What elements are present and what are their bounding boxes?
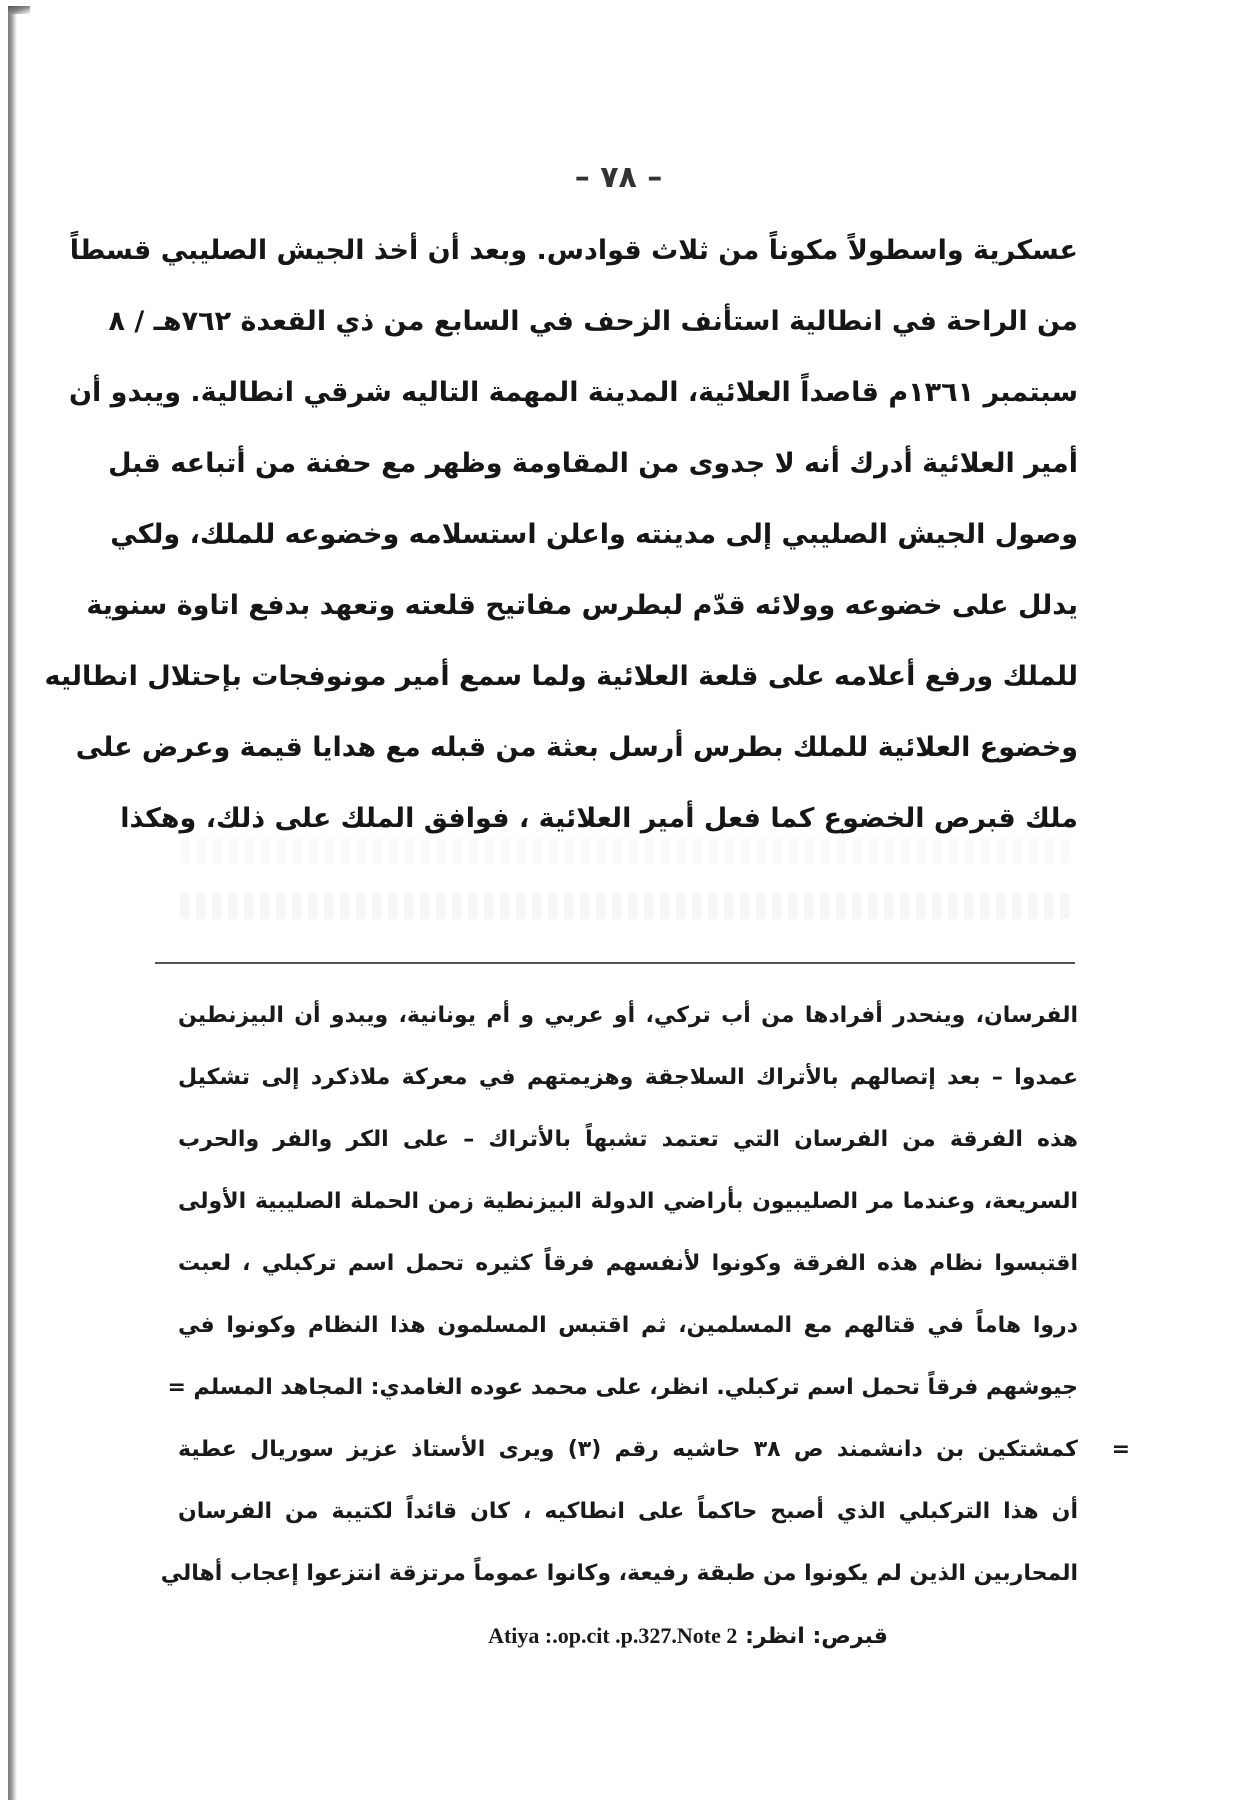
continuation-mark: =: [1111, 1437, 1130, 1462]
footnote-line-continued: [178, 1419, 1130, 1481]
footnote-line: جيوشهم فرقاً تحمل اسم تركبلي. انظر، على محمد عوده الغامدي: المجاهد المسلم =: [167, 1375, 1078, 1400]
body-line: أمير العلائية أدرك أنه لا جدوى من المقاومة وظهر مع حفنة من أتباعه قبل: [108, 448, 1078, 479]
footnote-line: هذه الفرقة من الفرسان التي تعتمد تشبهاً بالأتراك – على الكر والفر والحرب: [178, 1127, 1078, 1152]
body-line: من الراحة في انطالية استأنف الزحف في السابع من ذي القعدة ٧٦٢هـ / ٨: [108, 306, 1078, 337]
body-line: عسكرية واسطولاً مكوناً من ثلاث قوادس. وبعد أن أخذ الجيش الصليبي قسطاً: [69, 235, 1078, 266]
footnote-line: الفرسان، وينحدر أفرادها من أب تركي، أو عربي و أم يونانية، ويبدو أن البيزنطين: [178, 1003, 1078, 1028]
bleed-through-text: [180, 893, 1070, 919]
body-line: يدلل على خضوعه وولائه قدّم لبطرس مفاتيح قلعته وتعهد بدفع اتاوة سنوية: [86, 590, 1078, 621]
footnote-citation-line: [178, 1605, 1078, 1667]
footnote-line: السريعة، وعندما مر الصليبيون بأراضي الدولة البيزنطية زمن الحملة الصليبية الأولى: [178, 1189, 1078, 1214]
body-line: سبتمبر ١٣٦١م قاصداً العلائية، المدينة المهمة التاليه شرقي انطالية. ويبدو أن: [68, 377, 1078, 408]
footnote-line: اقتبسوا نظام هذه الفرقة وكونوا لأنفسهم فرقاً كثيره تحمل اسم تركبلي ، لعبت: [178, 1251, 1078, 1276]
page-number: – ٧٨ –: [574, 160, 663, 195]
footnote-line: المحاربين الذين لم يكونوا من طبقة رفيعة، وكانوا عموماً مرتزقة انتزعوا إعجاب أهالي: [160, 1561, 1078, 1586]
body-line: وصول الجيش الصليبي إلى مدينته واعلن استسلامه وخضوعه للملك، ولكي: [110, 519, 1078, 550]
footnote-line: أن هذا التركبلي الذي أصبح حاكماً على انطاكيه ، كان قائداً لكتيبة من الفرسان: [178, 1499, 1078, 1524]
footnote-line: عمدوا – بعد إتصالهم بالأتراك السلاجقة وهزيمتهم في معركة ملاذكرد إلى تشكيل: [178, 1065, 1078, 1090]
body-line: للملك ورفع أعلامه على قلعة العلائية ولما سمع أمير مونوفجات بإحتلال انطاليه: [44, 661, 1078, 692]
page-binding-shadow: [8, 6, 17, 1800]
citation-arabic: قبرص: انظر:: [745, 1624, 888, 1649]
body-line: وخضوع العلائية للملك بطرس أرسل بعثة من قبله مع هدايا قيمة وعرض على: [75, 732, 1078, 763]
citation-latin: Atiya :.op.cit .p.327.Note 2: [488, 1623, 738, 1648]
main-body-text: [44, 215, 1078, 854]
footnote-line-text: كمشتكين بن دانشمند ص ٣٨ حاشيه رقم (٣) ويرى الأستاذ عزيز سوريال عطية: [178, 1437, 1078, 1462]
body-line: ملك قبرص الخضوع كما فعل أمير العلائية ، فوافق الملك على ذلك، وهكذا: [120, 803, 1078, 834]
footnotes-section: [160, 985, 1130, 1667]
footnote-divider: [155, 962, 1075, 964]
footnote-line: دروا هاماً في قتالهم مع المسلمين، ثم اقتبس المسلمون هذا النظام وكونوا في: [178, 1313, 1078, 1338]
page-binding-corner: [8, 6, 30, 14]
